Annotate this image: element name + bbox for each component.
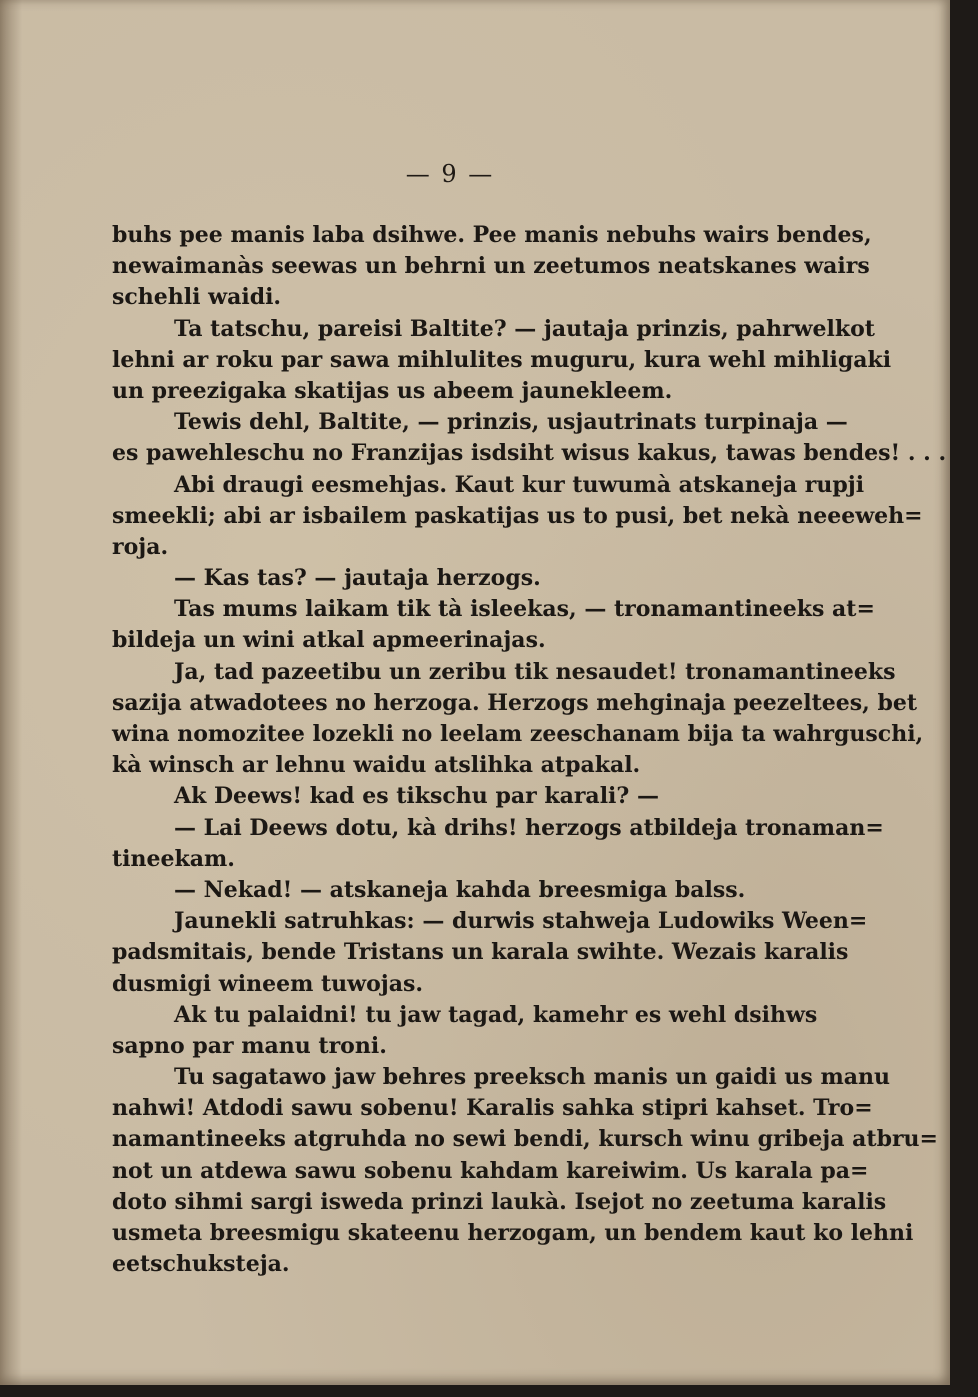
text-line: usmeta breesmigu skateenu herzogam, un bendem kaut ko lehni <box>112 1220 914 1246</box>
text-line: lehni ar roku par sawa mihlulites muguru, kura wehl mihligaki <box>112 346 892 373</box>
text-line: Ta tatschu, pareisi Baltite? — jautaja prinzis, pahrwelkot <box>174 315 875 342</box>
text-line: Jaunekli satruhkas: — durwis stahweja Ludowiks Ween= <box>174 908 868 935</box>
text-line: Abi draugi eesmehjas. Kaut kur tuwumà atskaneja rupji <box>174 471 865 498</box>
text-line: namantineeks atgruhda no sewi bendi, kursch winu gribeja atbru= <box>112 1126 938 1153</box>
text-line: smeekli; abi ar isbailem paskatijas us to pusi, bet nekà neeeweh= <box>112 502 923 529</box>
text-line: un preezigaka skatijas us abeem jauneklееm. <box>112 377 673 404</box>
text-line: eetschukstеja. <box>112 1251 290 1278</box>
text-line: sazija atwadotees no herzoga. Herzogs mehginaja peezeltees, bet <box>112 689 917 716</box>
text-line: — Nekad! — atskaneja kahda breesmiga balss. <box>174 876 746 903</box>
text-line: Tas mums laikam tik tà isleekas, — tronamantineeks at= <box>174 596 875 623</box>
text-line: — Kas tas? — jautaja herzogs. <box>174 565 541 592</box>
text-line: Ak tu palaidni! tu jaw tagad, kamehr es wehl dsihws <box>174 1001 818 1028</box>
text-line: dusmigi wineem tuwojas. <box>112 970 424 997</box>
text-line: es pawehleschu no Franzijas isdsiht wisus kakus, tawas bendes! . . . <box>112 440 947 467</box>
page-binding-shadow <box>0 0 22 1385</box>
text-line: Ak Deews! kad es tikschu par karali? — <box>174 783 659 810</box>
text-line: padsmitais, bende Tristans un karala swihte. Wezais karalis <box>112 939 849 966</box>
text-line: not un atdewa sawu sobenu kahdam kareiwim. Us karala pa= <box>112 1157 869 1184</box>
text-line: roja. <box>112 533 169 560</box>
book-cover-edge <box>950 0 978 1397</box>
text-line: buhs pee manis laba dsihwe. Pee manis nebuhs wairs bendes, <box>112 222 872 248</box>
page-number: — 9 — <box>405 160 495 188</box>
text-line: Tu sagatawo jaw behres preeksch manis un gaidi us manu <box>174 1064 890 1091</box>
text-line: doto sihmi sargi isweda prinzi laukà. Isejot no zeetuma karalis <box>112 1188 887 1215</box>
text-line: Tewis dehl, Baltite, — prinzis, usjautrinats turpinaja — <box>174 409 848 436</box>
text-line: — Lai Deews dotu, kà drihs! herzogs atbildeja tronaman= <box>174 814 884 841</box>
text-line: tineekam. <box>112 845 235 872</box>
text-line: nahwi! Atdodi sawu sobenu! Karalis sahka stipri kahset. Tro= <box>112 1095 873 1122</box>
text-line: kà winsch ar lehnu waidu atslihka atpakal. <box>112 752 641 779</box>
text-line: sapno par manu troni. <box>112 1032 387 1059</box>
page-text-block <box>112 220 947 1280</box>
text-line: wina nomozitee lozekli no leelam zeeschanam bija ta wahrguschi, <box>112 721 924 747</box>
text-line: bildeja un wini atkal apmeerinajas. <box>112 627 546 654</box>
book-bottom-edge <box>0 1385 978 1397</box>
text-line: schehli waidi. <box>112 284 282 311</box>
text-line: newaimanàs seewas un behrni un zeetumos neatskanes wairs <box>112 253 870 280</box>
text-line: Ja, tad pazeetibu un zeribu tik nesaudet! tronamantineeks <box>174 658 896 685</box>
